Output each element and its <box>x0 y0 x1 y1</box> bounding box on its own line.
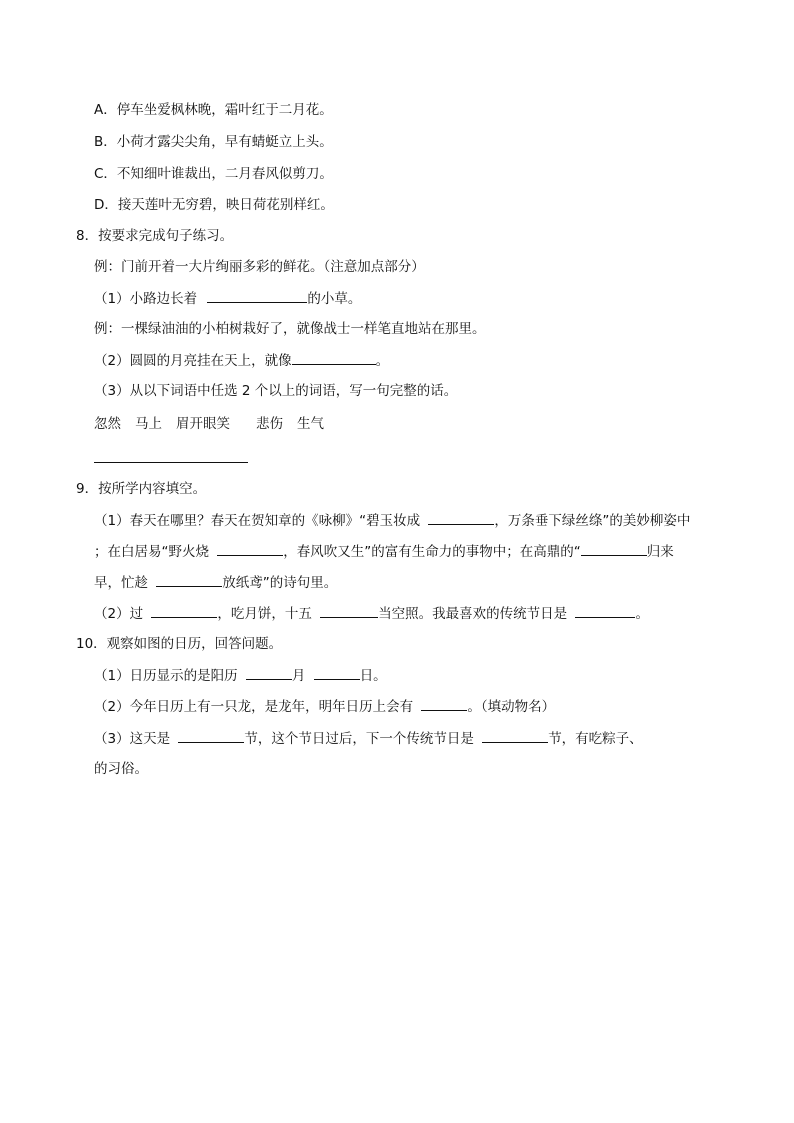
q10-blank-animal[interactable] <box>421 696 467 711</box>
q9-line-1 <box>94 510 690 531</box>
q10-line-3 <box>94 728 643 749</box>
q9-text: 。 <box>635 606 649 622</box>
q8-word: 悲伤 <box>256 416 283 432</box>
q9-line-4 <box>94 603 649 624</box>
q7-option-c: C．不知细叶谁裁出，二月春风似剪刀。 <box>94 166 333 182</box>
q8-item-2-suffix: 。 <box>375 353 390 369</box>
q8-item-1-prefix: （1）小路边长着 <box>94 291 198 307</box>
q10-text: 节，这个节日过后，下一个传统节日是 <box>244 731 474 747</box>
q10-text: （3）这天是 <box>94 731 171 747</box>
q7-option-a: A．停车坐爱枫林晚，霜叶红于二月花。 <box>94 102 333 118</box>
q9-blank-7[interactable] <box>575 603 635 618</box>
q9-blank-1[interactable] <box>428 510 494 525</box>
q10-line-2 <box>94 696 555 717</box>
q9-line-3 <box>94 572 337 593</box>
q8-word: 忽然 <box>94 416 121 432</box>
q9-text: （2）过 <box>94 606 144 622</box>
q8-item-2-blank[interactable] <box>292 350 376 365</box>
q9-line-2 <box>94 541 674 562</box>
q10-text: （2）今年日历上有一只龙，是龙年，明年日历上会有 <box>94 699 414 715</box>
q10-title: 10．观察如图的日历，回答问题。 <box>76 636 283 652</box>
q9-blank-5[interactable] <box>151 603 217 618</box>
q8-word-list <box>94 414 324 434</box>
q8-item-1-blank[interactable] <box>207 288 307 303</box>
q9-text: ，吃月饼，十五 <box>217 606 312 622</box>
q9-text: 早，忙趁 <box>94 575 148 591</box>
q8-item-1 <box>94 288 361 309</box>
q9-blank-2[interactable] <box>217 541 283 556</box>
q8-example-2: 例：一棵绿油油的小柏树栽好了，就像战士一样笔直地站在那里。 <box>94 321 486 337</box>
q10-text: （1）日历显示的是阳历 <box>94 668 238 684</box>
q9-text: 归来 <box>646 544 674 560</box>
q10-blank-festival[interactable] <box>178 728 244 743</box>
q8-word: 眉开眼笑 <box>176 416 230 432</box>
q8-item-1-suffix: 的小草。 <box>307 291 362 307</box>
q9-text: （1）春天在哪里？春天在贺知章的《咏柳》“碧玉妆成 <box>94 513 421 529</box>
q8-item-3: （3）从以下词语中任选 2 个以上的词语，写一句完整的话。 <box>94 383 458 399</box>
q10-line-1 <box>94 665 387 686</box>
q10-blank-day[interactable] <box>314 665 360 680</box>
q8-answer-line[interactable] <box>94 462 248 463</box>
q10-line-4: 的习俗。 <box>94 761 148 777</box>
q9-text: ；在白居易“野火烧 <box>94 544 209 560</box>
q10-text: 月 <box>291 668 306 684</box>
q7-option-d: D．接天莲叶无穷碧，映日荷花别样红。 <box>94 197 334 213</box>
q8-example-1: 例：门前开着一大片绚丽多彩的鲜花。（注意加点部分） <box>94 259 425 275</box>
q9-title: 9．按所学内容填空。 <box>76 481 207 497</box>
q9-text: 当空照。我最喜欢的传统节日是 <box>378 606 568 622</box>
q9-blank-4[interactable] <box>156 572 222 587</box>
q10-text: 。（填动物名） <box>467 699 556 715</box>
q9-blank-6[interactable] <box>320 603 378 618</box>
q8-word: 生气 <box>297 416 324 432</box>
q8-item-2 <box>94 350 389 371</box>
q9-text: 放纸鸢”的诗句里。 <box>222 575 338 591</box>
q9-text: ，春风吹又生”的富有生命力的事物中；在高鼎的“ <box>283 544 581 560</box>
q9-text: ，万条垂下绿丝绦”的美妙柳姿中 <box>494 513 691 529</box>
q10-text: 节，有吃粽子、 <box>548 731 643 747</box>
q8-word: 马上 <box>135 416 162 432</box>
q8-title: 8．按要求完成句子练习。 <box>76 228 234 244</box>
q8-item-2-prefix: （2）圆圆的月亮挂在天上，就像 <box>94 353 292 369</box>
q9-blank-3[interactable] <box>581 541 647 556</box>
q10-blank-next-festival[interactable] <box>482 728 548 743</box>
q7-option-b: B．小荷才露尖尖角，早有蜻蜓立上头。 <box>94 134 333 150</box>
q10-text: 日。 <box>359 668 387 684</box>
q10-blank-month[interactable] <box>246 665 292 680</box>
